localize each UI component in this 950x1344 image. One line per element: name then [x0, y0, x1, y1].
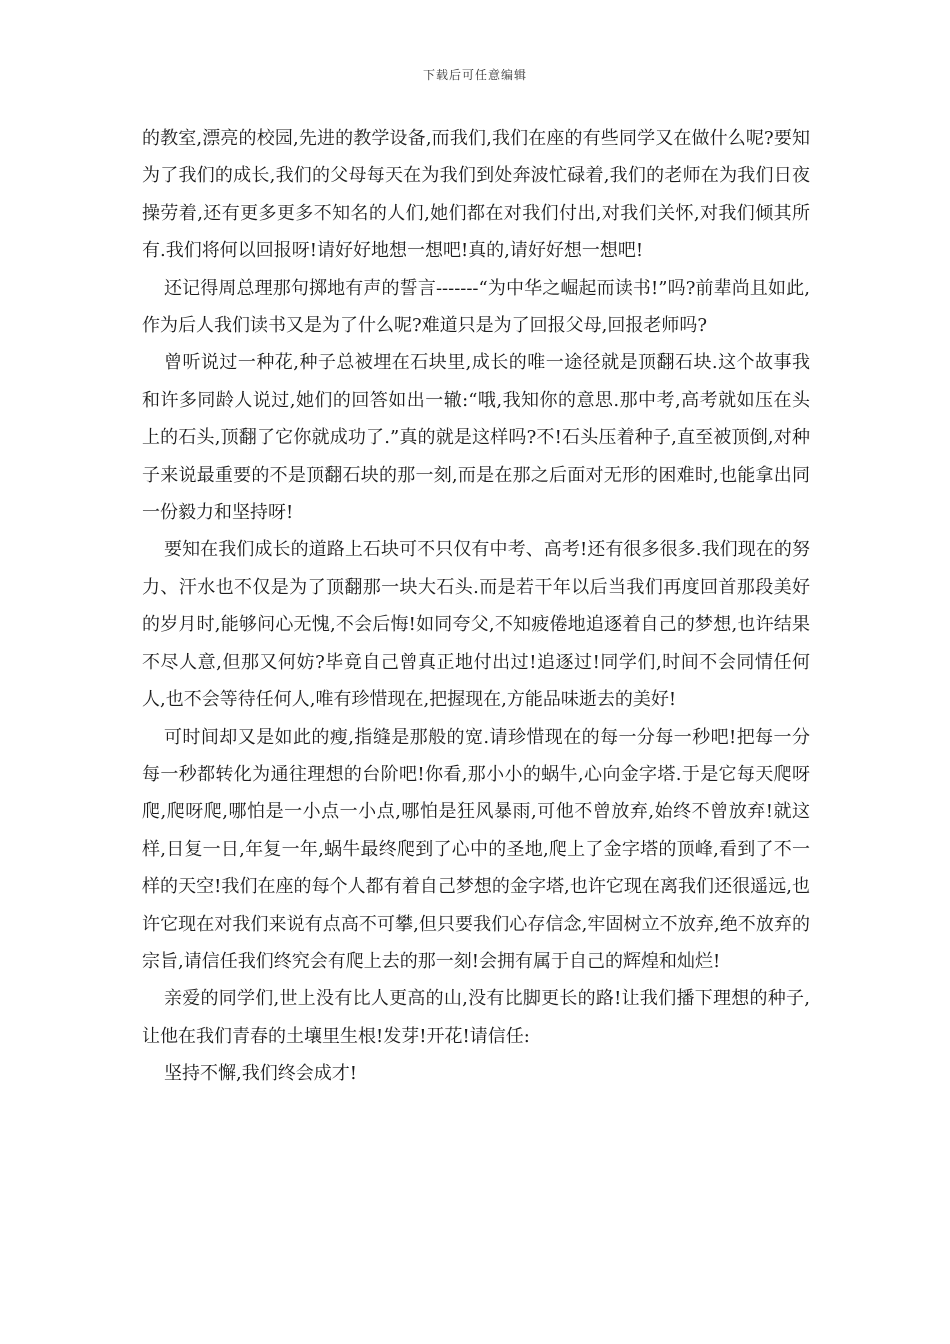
- page-header: 下载后可任意编辑: [422, 68, 527, 82]
- paragraph-4: 要知在我们成长的道路上石块可不只仅有中考、高考!还有很多很多.我们现在的努力、汗水也不仅是为了顶翻那一块大石头.而是若干年以后当我们再度回首那段美好的岁月时,能够问心无愧,不会后悔!如同夸父,不知疲倦地追逐着自己的梦想,也许结果不尽人意,但那又何妨?毕竟自己曾真正地付出过!追逐过!同学们,时间不会同情任何人,也不会等待任何人,唯有珍惜现在,把握现在,方能品味逝去的美好!: [142, 539, 810, 711]
- paragraph-6: 亲爱的同学们,世上没有比人更高的山,没有比脚更长的路!让我们播下理想的种子,让他在我们青春的土壤里生根!发芽!开花!请信任:: [142, 988, 810, 1047]
- document-body: [142, 120, 810, 1093]
- paragraph-2: 还记得周总理那句掷地有声的誓言-------“为中华之崛起而读书!”吗?前辈尚且如此,作为后人我们读书又是为了什么呢?难道只是为了回报父母,回报老师吗?: [142, 277, 810, 337]
- paragraph-1: 的教室,漂亮的校园,先进的教学设备,而我们,我们在座的有些同学又在做什么呢?要知为了我们的成长,我们的父母每天在为我们到处奔波忙碌着,我们的老师在为我们日夜操劳着,还有更多更多不知名的人们,她们都在对我们付出,对我们关怀,对我们倾其所有.我们将何以回报呀!请好好地想一想吧!真的,请好好想一想吧!: [142, 128, 810, 262]
- paragraph-3: 曾听说过一种花,种子总被埋在石块里,成长的唯一途径就是顶翻石块.这个故事我和许多同龄人说过,她们的回答如出一辙:“哦,我知你的意思.那中考,高考就如压在头上的石头,顶翻了它你就成功了.”真的就是这样吗?不!石头压着种子,直至被顶倒,对种子来说最重要的不是顶翻石块的那一刻,而是在那之后面对无形的困难时,也能拿出同一份毅力和坚持呀!: [142, 352, 810, 524]
- paragraph-7: 坚持不懈,我们终会成才!: [164, 1063, 357, 1085]
- paragraph-5: 可时间却又是如此的瘦,指缝是那般的宽.请珍惜现在的每一分每一秒吧!把每一分每一秒都转化为通往理想的台阶吧!你看,那小小的蜗牛,心向金字塔.于是它每天爬呀爬,爬呀爬,哪怕是一小点一小点,哪怕是狂风暴雨,可他不曾放弃,始终不曾放弃!就这样,日复一日,年复一年,蜗牛最终爬到了心中的圣地,爬上了金字塔的顶峰,看到了不一样的天空!我们在座的每个人都有着自己梦想的金字塔,也许它现在离我们还很遥远,也许它现在对我们来说有点高不可攀,但只要我们心存信念,牢固树立不放弃,绝不放弃的宗旨,请信任我们终究会有爬上去的那一刻!会拥有属于自己的辉煌和灿烂!: [142, 726, 810, 972]
